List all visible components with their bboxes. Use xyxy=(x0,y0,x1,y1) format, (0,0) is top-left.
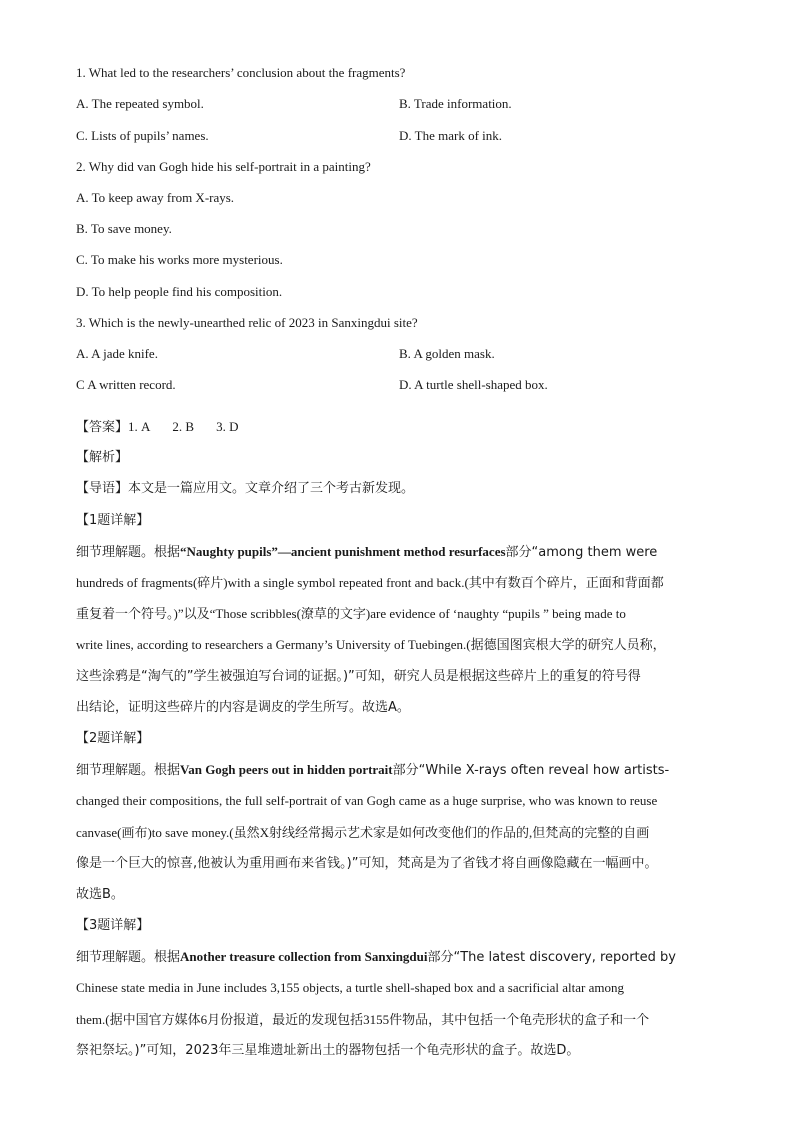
question-1-option-a: A. The repeated symbol. xyxy=(76,96,204,111)
detail-3-suffix: 部分“The latest discovery, reported by xyxy=(427,950,676,965)
detail-2-heading: 【2题详解】 xyxy=(76,731,150,746)
detail-2-line-2: changed their compositions, the full self-portrait of van Gogh came as a huge surprise, who was known to reuse xyxy=(76,793,658,808)
question-1-option-b: B. Trade information. xyxy=(399,96,512,111)
detail-3-section-title: Another treasure collection from Sanxingdui xyxy=(180,949,428,964)
detail-3-line-2: Chinese state media in June includes 3,155 objects, a turtle shell-shaped box and a sacrificial altar among xyxy=(76,980,624,995)
answer-1: 1. A xyxy=(128,419,151,434)
detail-1-line-4: write lines, according to researchers a Germany’s University of Tuebingen.(据德国图宾根大学的研究人员称， xyxy=(76,637,666,652)
question-2-option-a: A. To keep away from X-rays. xyxy=(76,190,235,205)
detail-3-heading: 【3题详解】 xyxy=(76,918,150,933)
detail-2-section-title: Van Gogh peers out in hidden portrait xyxy=(180,762,393,777)
answer-3: 3. D xyxy=(216,419,239,434)
detail-2-line-1 xyxy=(76,761,669,780)
detail-1-line-6: 出结论，证明这些碎片的内容是调皮的学生所写。故选A。 xyxy=(76,700,410,715)
detail-2-prefix: 细节理解题。根据 xyxy=(76,763,181,778)
detail-1-line-1 xyxy=(76,543,657,562)
question-2-option-b: B. To save money. xyxy=(76,221,172,236)
detail-1-suffix: 部分“among them were xyxy=(505,545,658,560)
answer-2: 2. B xyxy=(172,419,195,434)
detail-2-line-4: 像是一个巨大的惊喜,他被认为重用画布来省钱。)”可知，梵高是为了省钱才将自画像隐藏在一幅画中。 xyxy=(76,856,658,871)
question-3-stem: 3. Which is the newly-unearthed relic of 2023 in Sanxingdui site? xyxy=(76,315,418,330)
analysis-intro: 【导语】本文是一篇应用文。文章介绍了三个考古新发现。 xyxy=(76,481,415,496)
question-2-option-d: D. To help people find his composition. xyxy=(76,284,283,299)
question-1-stem: 1. What led to the researchers’ conclusion about the fragments? xyxy=(76,65,406,80)
question-3-option-c: C A written record. xyxy=(76,377,176,392)
detail-1-prefix: 细节理解题。根据 xyxy=(76,545,181,560)
detail-1-line-3: 重复着一个符号。)”以及“Those scribbles(潦草的文字)are evidence of ‘naughty “pupils ” being made to xyxy=(76,606,626,621)
question-2-stem: 2. Why did van Gogh hide his self-portrait in a painting? xyxy=(76,159,371,174)
detail-2-line-5: 故选B。 xyxy=(76,887,124,902)
answer-line xyxy=(76,418,238,437)
detail-1-line-2: hundreds of fragments(碎片)with a single symbol repeated front and back.(其中有数百个碎片，正面和背面都 xyxy=(76,575,664,590)
question-1-option-c: C. Lists of pupils’ names. xyxy=(76,128,209,143)
detail-3-prefix: 细节理解题。根据 xyxy=(76,950,181,965)
question-3-option-a: A. A jade knife. xyxy=(76,346,158,361)
detail-3-line-1 xyxy=(76,948,676,967)
detail-1-heading: 【1题详解】 xyxy=(76,513,150,528)
detail-1-line-5: 这些涂鸦是“淘气的”学生被强迫写台词的证据。)”可知，研究人员是根据这些碎片上的重复的符号得 xyxy=(76,669,641,684)
question-3-option-b: B. A golden mask. xyxy=(399,346,495,361)
question-1-option-d: D. The mark of ink. xyxy=(399,128,503,143)
analysis-label: 【解析】 xyxy=(76,450,129,465)
detail-3-line-4: 祭祀祭坛。)”可知，2023年三星堆遗址新出土的器物包括一个龟壳形状的盒子。故选D。 xyxy=(76,1043,580,1058)
question-3-option-d: D. A turtle shell-shaped box. xyxy=(399,377,548,392)
answer-label: 【答案】 xyxy=(76,420,129,435)
detail-3-line-3: them.(据中国官方媒体6月份报道，最近的发现包括3155件物品，其中包括一个龟壳形状的盒子和一个 xyxy=(76,1012,650,1027)
question-2-option-c: C. To make his works more mysterious. xyxy=(76,252,283,267)
detail-2-suffix: 部分“While X-rays often reveal how artists- xyxy=(392,763,670,778)
detail-2-line-3: canvase(画布)to save money.(虽然X射线经常揭示艺术家是如何改变他们的作品的,但梵高的完整的自画 xyxy=(76,825,650,840)
detail-1-section-title: “Naughty pupils”—ancient punishment method resurfaces xyxy=(180,544,506,559)
